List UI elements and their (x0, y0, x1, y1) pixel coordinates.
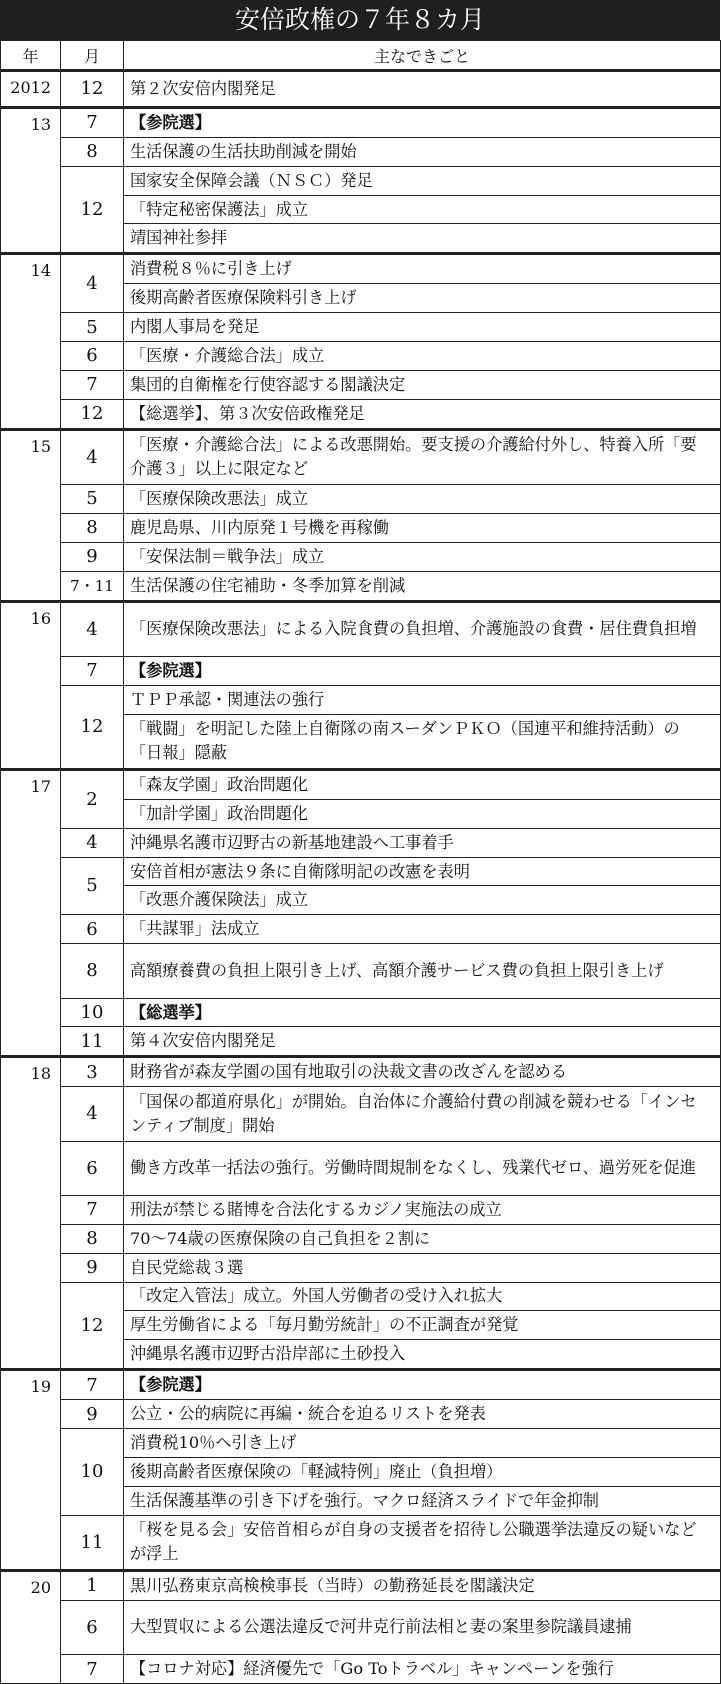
event-cell: 【総選挙】 (124, 998, 721, 1027)
event-cell: 後期高齢者医療保険料引き上げ (124, 284, 721, 313)
event-cell: 自民党総裁３選 (124, 1253, 721, 1282)
event-cell: 「改悪介護保険法」成立 (124, 886, 721, 915)
event-cell: 「安保法制＝戦争法」成立 (124, 542, 721, 571)
table-row (1, 1570, 721, 1600)
month-cell: 5 (61, 484, 124, 513)
event-cell: 【参院選】 (124, 656, 721, 685)
month-cell: 8 (61, 944, 124, 998)
year-cell: 2012 (1, 71, 61, 108)
event-cell: 生活保護の住宅補助・冬季加算を削減 (124, 571, 721, 601)
month-cell: 9 (61, 1253, 124, 1282)
month-cell: 6 (61, 1141, 124, 1195)
month-cell: 8 (61, 513, 124, 542)
table-row (1, 313, 721, 342)
year-cell: 13 (1, 107, 61, 253)
table-row (1, 342, 721, 371)
table-row (1, 513, 721, 542)
table-row (1, 656, 721, 685)
event-cell: 70～74歳の医療保険の自己負担を２割に (124, 1224, 721, 1253)
month-cell: 4 (61, 828, 124, 857)
event-cell: 「戦闘」を明記した陸上自衛隊の南スーダンＰＫＯ（国連平和維持活動）の「日報」隠蔽 (124, 714, 721, 769)
table-row (1, 828, 721, 857)
month-cell: 7 (61, 1370, 124, 1400)
event-cell: 第４次安倍内閣発足 (124, 1027, 721, 1057)
event-cell: 「桜を見る会」安倍首相らが自身の支援者を招待し公職選挙法違反の疑いなどが浮上 (124, 1515, 721, 1570)
event-cell: 安倍首相が憲法９条に自衛隊明記の改憲を表明 (124, 857, 721, 886)
timeline-table-wrap (0, 40, 720, 1684)
month-cell: 10 (61, 1428, 124, 1515)
table-row (1, 1282, 721, 1311)
table-row (1, 1428, 721, 1457)
table-row (1, 944, 721, 998)
table-row (1, 571, 721, 601)
month-cell: 7 (61, 107, 124, 137)
year-cell: 15 (1, 429, 61, 601)
event-cell: 【総選挙】、第３次安倍政権発足 (124, 399, 721, 429)
table-row (1, 370, 721, 399)
event-cell: 内閣人事局を発足 (124, 313, 721, 342)
event-cell: ＴＰＰ承認・関連法の強行 (124, 685, 721, 714)
event-cell: 国家安全保障会議（ＮＳＣ）発足 (124, 166, 721, 195)
month-cell: 4 (61, 429, 124, 484)
table-row (1, 1027, 721, 1057)
event-cell: 【参院選】 (124, 107, 721, 137)
table-row (1, 1400, 721, 1429)
month-cell: 2 (61, 769, 124, 828)
table-row (1, 1141, 721, 1195)
event-cell: 【コロナ対応】経済優先で「Go Toトラベル」キャンペーンを強行 (124, 1655, 721, 1684)
header-year: 年 (1, 41, 61, 71)
event-cell: 後期高齢者医療保険の「軽減特例」廃止（負担増） (124, 1457, 721, 1486)
event-cell: 集団的自衛権を行使容認する閣議決定 (124, 370, 721, 399)
year-cell: 18 (1, 1057, 61, 1370)
table-row (1, 399, 721, 429)
table-row (1, 1057, 721, 1087)
event-cell: 「医療保険改悪法」による入院食費の負担増、介護施設の食費・居住費負担増 (124, 601, 721, 656)
event-cell: 第２次安倍内閣発足 (124, 71, 721, 108)
event-cell: 財務省が森友学園の国有地取引の決裁文書の改ざんを認める (124, 1057, 721, 1087)
year-cell: 20 (1, 1570, 61, 1683)
year-cell: 14 (1, 254, 61, 429)
event-cell: 働き方改革一括法の強行。労働時間規制をなくし、残業代ゼロ、過労死を促進 (124, 1141, 721, 1195)
event-cell: 「医療保険改悪法」成立 (124, 484, 721, 513)
timeline-table (0, 40, 721, 1684)
event-cell: 「改定入管法」成立。外国人労働者の受け入れ拡大 (124, 1282, 721, 1311)
month-cell: 6 (61, 1600, 124, 1654)
event-cell: 【参院選】 (124, 1370, 721, 1400)
event-cell: 「医療・介護総合法」成立 (124, 342, 721, 371)
event-cell: 黒川弘務東京高検検事長（当時）の勤務延長を閣議決定 (124, 1570, 721, 1600)
event-cell: 「特定秘密保護法」成立 (124, 195, 721, 224)
event-cell: 「森友学園」政治問題化 (124, 769, 721, 799)
event-cell: 沖縄県名護市辺野古沿岸部に土砂投入 (124, 1340, 721, 1370)
month-cell: 12 (61, 1282, 124, 1370)
header-event: 主なできごと (124, 41, 721, 71)
header-row (1, 41, 721, 71)
month-cell: 4 (61, 1087, 124, 1141)
year-cell: 19 (1, 1370, 61, 1571)
event-cell: 生活保護基準の引き下げを強行。マクロ経済スライドで年金抑制 (124, 1486, 721, 1515)
table-row (1, 107, 721, 137)
event-cell: 厚生労働省による「毎月勤労統計」の不正調査が発覚 (124, 1311, 721, 1340)
event-cell: 沖縄県名護市辺野古の新基地建設へ工事着手 (124, 828, 721, 857)
table-row (1, 137, 721, 166)
table-row (1, 601, 721, 656)
event-cell: 大型買収による公選法違反で河井克行前法相と妻の案里参院議員逮捕 (124, 1600, 721, 1654)
month-cell: 8 (61, 1224, 124, 1253)
month-cell: 7 (61, 1195, 124, 1224)
table-row (1, 1253, 721, 1282)
table-title: 安倍政権の７年８カ月 (0, 0, 720, 40)
table-row (1, 254, 721, 284)
event-cell: 「国保の都道府県化」が開始。自治体に介護給付費の削減を競わせる「インセンティブ制度」開始 (124, 1087, 721, 1141)
table-row (1, 1515, 721, 1570)
event-cell: 高額療養費の負担上限引き上げ、高額介護サービス費の負担上限引き上げ (124, 944, 721, 998)
timeline-body (1, 71, 721, 1684)
month-cell: 1 (61, 1570, 124, 1600)
table-row (1, 998, 721, 1027)
table-row (1, 685, 721, 714)
month-cell: 12 (61, 166, 124, 254)
table-row (1, 1655, 721, 1684)
month-cell: 7 (61, 370, 124, 399)
month-cell: 5 (61, 313, 124, 342)
table-row (1, 769, 721, 799)
table-row (1, 1195, 721, 1224)
event-cell: 消費税８％に引き上げ (124, 254, 721, 284)
event-cell: 消費税10％へ引き上げ (124, 1428, 721, 1457)
year-cell: 17 (1, 769, 61, 1056)
month-cell: 9 (61, 1400, 124, 1429)
month-cell: 4 (61, 601, 124, 656)
table-row (1, 484, 721, 513)
month-cell: 7 (61, 1655, 124, 1684)
month-cell: 7・11 (61, 571, 124, 601)
month-cell: 11 (61, 1027, 124, 1057)
event-cell: 刑法が禁じる賭博を合法化するカジノ実施法の成立 (124, 1195, 721, 1224)
header-month: 月 (61, 41, 124, 71)
table-row (1, 542, 721, 571)
month-cell: 3 (61, 1057, 124, 1087)
month-cell: 10 (61, 998, 124, 1027)
table-row (1, 71, 721, 108)
month-cell: 6 (61, 342, 124, 371)
event-cell: 公立・公的病院に再編・統合を迫るリストを発表 (124, 1400, 721, 1429)
table-row (1, 1224, 721, 1253)
event-cell: 鹿児島県、川内原発１号機を再稼働 (124, 513, 721, 542)
table-row (1, 857, 721, 886)
month-cell: 12 (61, 685, 124, 769)
table-row (1, 429, 721, 484)
month-cell: 12 (61, 71, 124, 108)
month-cell: 5 (61, 857, 124, 915)
month-cell: 9 (61, 542, 124, 571)
event-cell: 靖国神社参拝 (124, 224, 721, 254)
event-cell: 「医療・介護総合法」による改悪開始。要支援の介護給付外し、特養入所「要介護３」以上に限定など (124, 429, 721, 484)
table-row (1, 1600, 721, 1654)
event-cell: 生活保護の生活扶助削減を開始 (124, 137, 721, 166)
month-cell: 11 (61, 1515, 124, 1570)
month-cell: 4 (61, 254, 124, 313)
month-cell: 8 (61, 137, 124, 166)
table-row (1, 915, 721, 944)
year-cell: 16 (1, 601, 61, 769)
table-row (1, 166, 721, 195)
event-cell: 「共謀罪」法成立 (124, 915, 721, 944)
month-cell: 12 (61, 399, 124, 429)
table-row (1, 1087, 721, 1141)
month-cell: 6 (61, 915, 124, 944)
month-cell: 7 (61, 656, 124, 685)
table-row (1, 1370, 721, 1400)
event-cell: 「加計学園」政治問題化 (124, 799, 721, 828)
